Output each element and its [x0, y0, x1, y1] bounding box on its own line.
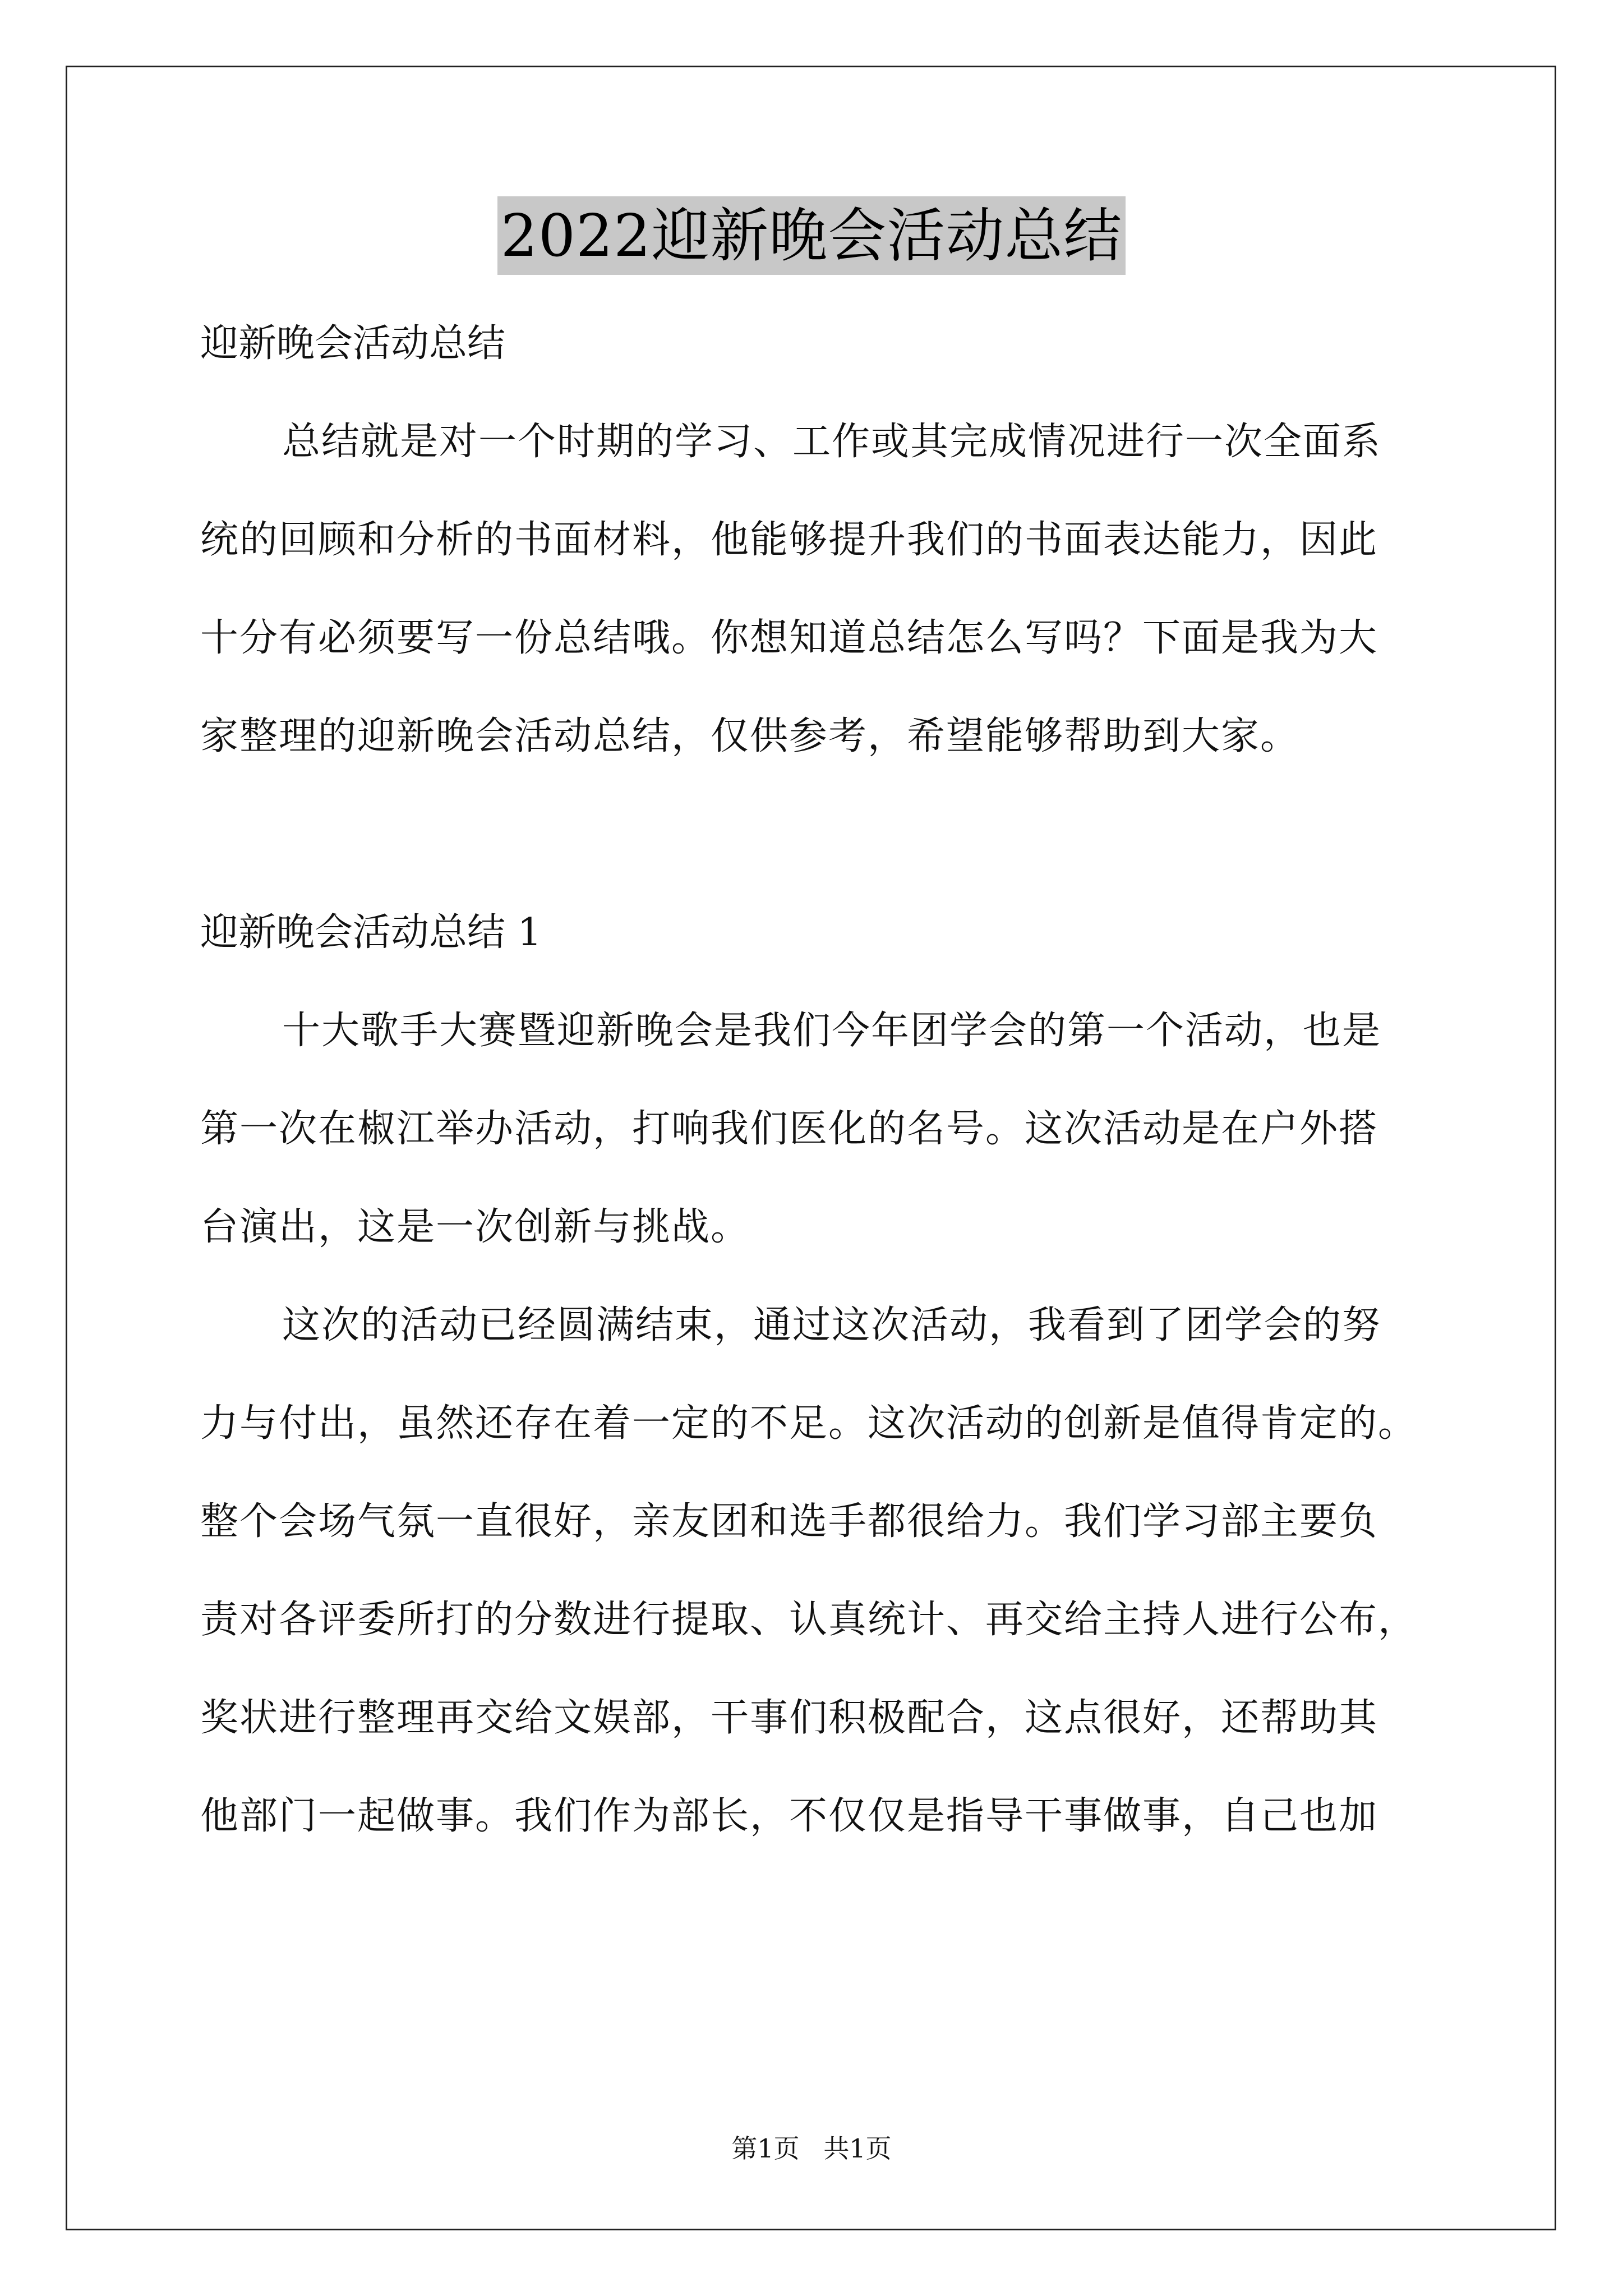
paragraph-line: 奖状进行整理再交给文娱部，干事们积极配合，这点很好，还帮助其 — [200, 1696, 1378, 1740]
intro-heading: 迎新晚会活动总结 — [200, 321, 506, 366]
title-container — [0, 196, 1623, 275]
paragraph-line: 整个会场气氛一直很好，亲友团和选手都很给力。我们学习部主要负 — [200, 1499, 1378, 1544]
intro-line: 家整理的迎新晚会活动总结，仅供参考，希望能够帮助到大家。 — [200, 714, 1300, 758]
page-number: 第1页 — [731, 2133, 800, 2164]
page-total: 共1页 — [823, 2133, 892, 2164]
paragraph-line: 他部门一起做事。我们作为部长，不仅仅是指导干事做事，自己也加 — [200, 1794, 1378, 1838]
paragraph-line: 责对各评委所打的分数进行提取、认真统计、再交给主持人进行公布， — [200, 1598, 1418, 1642]
section-heading: 迎新晚会活动总结 1 — [200, 910, 542, 955]
page-footer — [0, 2132, 1623, 2165]
paragraph-line: 这次的活动已经圆满结束，通过这次活动，我看到了团学会的努 — [282, 1303, 1382, 1347]
paragraph-line: 台演出，这是一次创新与挑战。 — [200, 1205, 750, 1249]
intro-line: 十分有必须要写一份总结哦。你想知道总结怎么写吗？下面是我为大 — [200, 616, 1378, 660]
intro-line: 总结就是对一个时期的学习、工作或其完成情况进行一次全面系 — [282, 420, 1382, 464]
paragraph-line: 十大歌手大赛暨迎新晚会是我们今年团学会的第一个活动，也是 — [282, 1009, 1382, 1053]
paragraph-line: 力与付出，虽然还存在着一定的不足。这次活动的创新是值得肯定的。 — [200, 1401, 1418, 1446]
document-body — [200, 295, 1434, 1865]
section-gap — [200, 785, 1434, 884]
document-title: 2022迎新晚会活动总结 — [497, 196, 1126, 275]
intro-line: 统的回顾和分析的书面材料，他能够提升我们的书面表达能力，因此 — [200, 518, 1378, 562]
paragraph-line: 第一次在椒江举办活动，打响我们医化的名号。这次活动是在户外搭 — [200, 1107, 1378, 1151]
